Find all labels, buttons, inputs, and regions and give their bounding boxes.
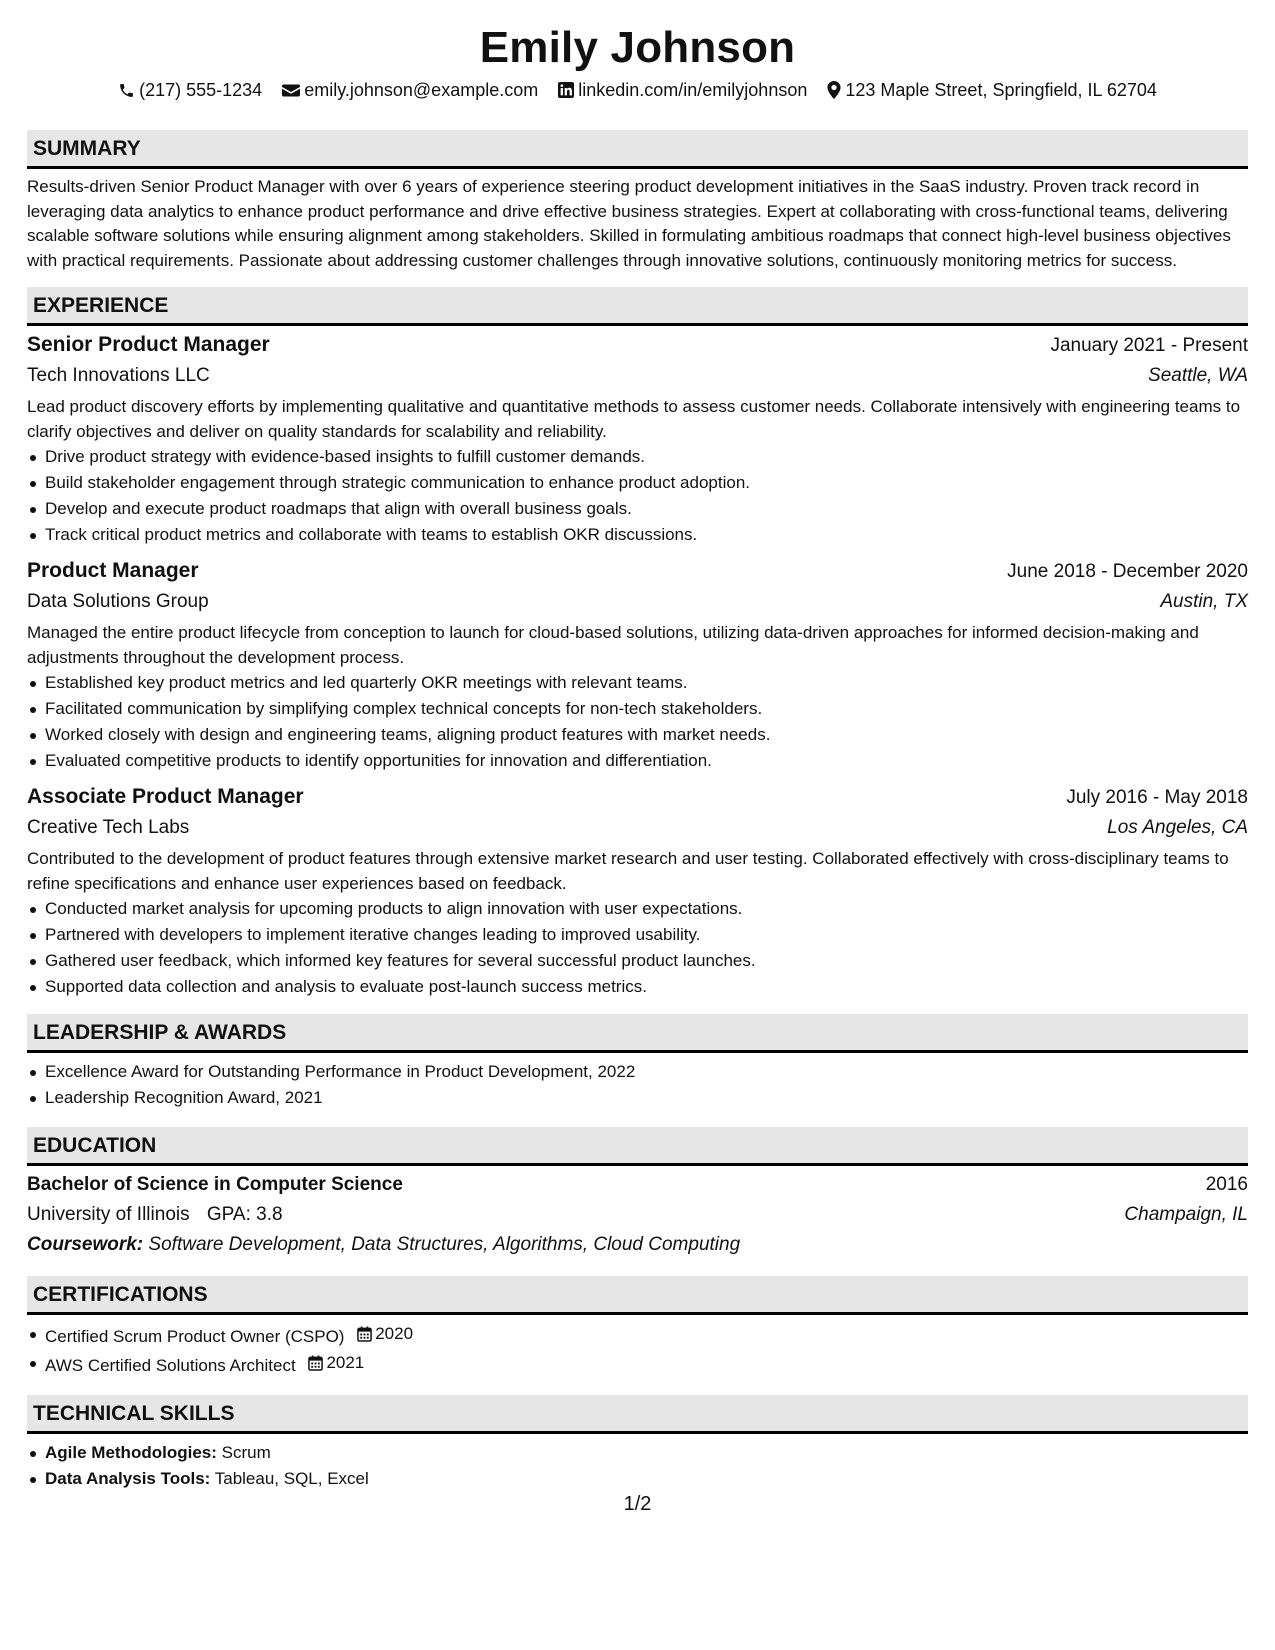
list-item: Build stakeholder engagement through strategic communication to enhance product adoption. bbox=[45, 470, 1248, 496]
school-line bbox=[27, 1200, 283, 1230]
job-company: Creative Tech Labs bbox=[27, 817, 190, 838]
section-title-certifications: CERTIFICATIONS bbox=[27, 1276, 1248, 1315]
job-company: Tech Innovations LLC bbox=[27, 365, 210, 386]
list-item: Supported data collection and analysis to evaluate post-launch success metrics. bbox=[45, 974, 1248, 1000]
list-item: Drive product strategy with evidence-based insights to fulfill customer demands. bbox=[45, 444, 1248, 470]
list-item: Gathered user feedback, which informed key features for several successful product launches. bbox=[45, 948, 1248, 974]
skills-list bbox=[27, 1440, 1248, 1492]
coursework-label: Coursework: bbox=[27, 1234, 144, 1255]
candidate-name: Emily Johnson bbox=[479, 23, 796, 72]
calendar-icon bbox=[357, 1326, 372, 1342]
job-bullets bbox=[27, 444, 1248, 548]
list-item: Track critical product metrics and collaborate with teams to establish OKR discussions. bbox=[45, 522, 1248, 548]
school-location: Champaign, IL bbox=[1124, 1204, 1248, 1225]
job-title: Associate Product Manager bbox=[27, 785, 304, 808]
skills-section bbox=[27, 1395, 1248, 1492]
list-item: Leadership Recognition Award, 2021 bbox=[45, 1085, 1248, 1111]
list-item: Evaluated competitive products to identify opportunities for innovation and differentiation. bbox=[45, 748, 1248, 774]
cert-name: Certified Scrum Product Owner (CSPO) bbox=[45, 1327, 345, 1346]
list-item: Develop and execute product roadmaps that align with overall business goals. bbox=[45, 496, 1248, 522]
list-item: Conducted market analysis for upcoming products to align innovation with user expectations. bbox=[45, 896, 1248, 922]
phone-text: (217) 555-1234 bbox=[139, 80, 263, 100]
list-item bbox=[45, 1350, 1248, 1379]
cert-name: AWS Certified Solutions Architect bbox=[45, 1356, 296, 1375]
awards-section bbox=[27, 1014, 1248, 1111]
job-location: Seattle, WA bbox=[1148, 365, 1248, 386]
cert-year: 2020 bbox=[375, 1324, 414, 1343]
contact-bar bbox=[27, 78, 1248, 102]
email-text: emily.johnson@example.com bbox=[304, 80, 539, 100]
certifications-list bbox=[27, 1321, 1248, 1379]
job-dates: January 2021 - Present bbox=[1050, 335, 1248, 356]
job-dates: June 2018 - December 2020 bbox=[1007, 561, 1248, 582]
linkedin-icon bbox=[558, 82, 574, 98]
job-location: Austin, TX bbox=[1160, 591, 1248, 612]
contact-phone[interactable] bbox=[118, 78, 262, 102]
envelope-icon bbox=[282, 83, 300, 98]
list-item bbox=[45, 1466, 1248, 1492]
list-item: Partnered with developers to implement iterative changes leading to improved usability. bbox=[45, 922, 1248, 948]
list-item bbox=[45, 1440, 1248, 1466]
job-entry bbox=[27, 782, 1248, 1000]
list-item: Established key product metrics and led quarterly OKR meetings with relevant teams. bbox=[45, 670, 1248, 696]
skill-label: Agile Methodologies: bbox=[45, 1443, 217, 1462]
page-number: 1/2 bbox=[623, 1493, 652, 1515]
summary-text: Results-driven Senior Product Manager with over 6 years of experience steering product development initiatives in the SaaS industry. Proven track record in leveraging data analytics to enhance product performance and drive effective business strategies. Expert at collaborating with cross-functional teams, delivering scalable software solutions while ensuring alignment among stakeholders. Skilled in formulating ambitious roadmaps that connect high-level business objectives with practical requirements. Passionate about addressing customer challenges through innovative solutions, continuously monitoring metrics for success. bbox=[27, 177, 1231, 270]
list-item: Facilitated communication by simplifying complex technical concepts for non-tech stakeholders. bbox=[45, 696, 1248, 722]
graduation-year: 2016 bbox=[1205, 1174, 1248, 1195]
job-description: Managed the entire product lifecycle from conception to launch for cloud-based solutions, utilizing data-driven approaches for informed decision-making and adjustments throughout the development process. bbox=[27, 623, 1199, 667]
skill-value: Scrum bbox=[221, 1443, 271, 1462]
contact-address bbox=[827, 78, 1157, 102]
job-entry bbox=[27, 556, 1248, 774]
phone-icon bbox=[118, 82, 135, 99]
list-item: Worked closely with design and engineering teams, aligning product features with market needs. bbox=[45, 722, 1248, 748]
job-description: Contributed to the development of product features through extensive market research and user testing. Collaborated effectively with cross-disciplinary teams to refine specifications and enhance user experiences based on feedback. bbox=[27, 849, 1229, 893]
calendar-icon bbox=[308, 1355, 323, 1371]
contact-linkedin[interactable] bbox=[558, 78, 807, 102]
section-title-experience: EXPERIENCE bbox=[27, 287, 1248, 326]
job-company: Data Solutions Group bbox=[27, 591, 209, 612]
job-title: Product Manager bbox=[27, 559, 199, 582]
job-bullets bbox=[27, 896, 1248, 1000]
address-text: 123 Maple Street, Springfield, IL 62704 bbox=[845, 80, 1157, 100]
section-title-education: EDUCATION bbox=[27, 1127, 1248, 1166]
section-title-awards: LEADERSHIP & AWARDS bbox=[27, 1014, 1248, 1053]
contact-email[interactable] bbox=[282, 78, 538, 102]
job-title: Senior Product Manager bbox=[27, 333, 270, 356]
list-item bbox=[45, 1321, 1248, 1350]
cert-year: 2021 bbox=[326, 1353, 365, 1372]
job-location: Los Angeles, CA bbox=[1107, 817, 1248, 838]
skill-value: Tableau, SQL, Excel bbox=[214, 1469, 369, 1488]
coursework-line bbox=[27, 1230, 1248, 1260]
school-name: University of Illinois bbox=[27, 1204, 190, 1225]
certifications-section bbox=[27, 1276, 1248, 1379]
section-title-summary: SUMMARY bbox=[27, 130, 1248, 169]
job-description: Lead product discovery efforts by implementing qualitative and quantitative methods to assess customer needs. Collaborate intensively with engineering teams to clarify objectives and deliver on quality standards for scalability and reliability. bbox=[27, 397, 1241, 441]
education-section bbox=[27, 1127, 1248, 1260]
awards-list bbox=[27, 1059, 1248, 1111]
job-bullets bbox=[27, 670, 1248, 774]
linkedin-text: linkedin.com/in/emilyjohnson bbox=[578, 80, 808, 100]
gpa: GPA: 3.8 bbox=[206, 1204, 283, 1225]
section-title-skills: TECHNICAL SKILLS bbox=[27, 1395, 1248, 1434]
job-dates: July 2016 - May 2018 bbox=[1066, 787, 1248, 808]
list-item: Excellence Award for Outstanding Performance in Product Development, 2022 bbox=[45, 1059, 1248, 1085]
coursework-list: Software Development, Data Structures, Algorithms, Cloud Computing bbox=[148, 1234, 741, 1255]
experience-section bbox=[27, 287, 1248, 1000]
skill-label: Data Analysis Tools: bbox=[45, 1469, 211, 1488]
degree-title: Bachelor of Science in Computer Science bbox=[27, 1174, 403, 1195]
summary-section bbox=[27, 130, 1248, 273]
map-pin-icon bbox=[827, 81, 841, 99]
job-entry bbox=[27, 330, 1248, 548]
